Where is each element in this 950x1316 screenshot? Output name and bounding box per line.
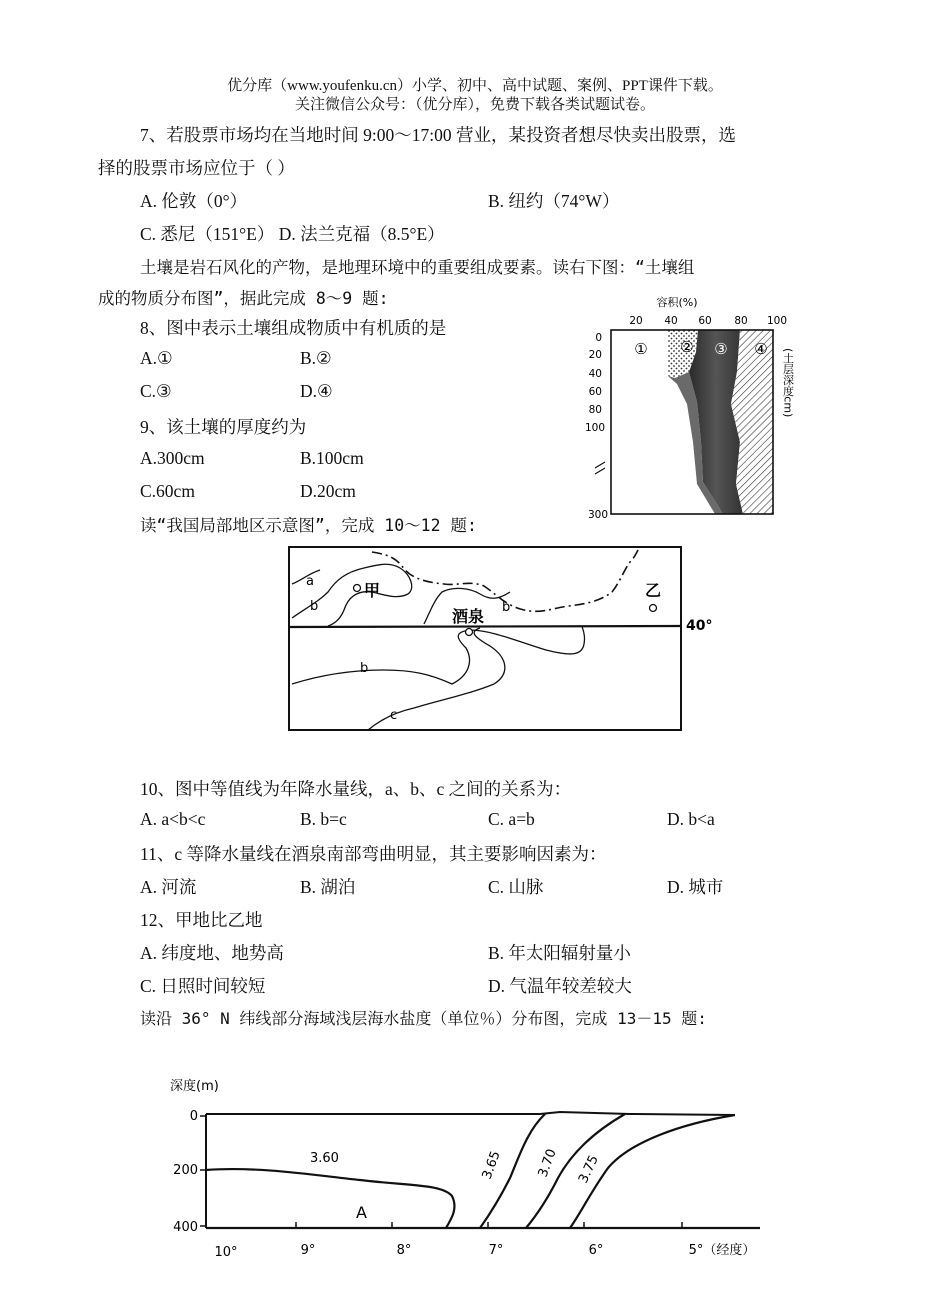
salinity-intro: 读沿 36° N 纬线部分海域浅层海水盐度（单位％）分布图，完成 13－15 题:	[140, 1009, 707, 1028]
soil-intro-line-2: 成的物质分布图”，据此完成 8～9 题:	[98, 289, 389, 308]
latitude-40-line	[289, 626, 681, 627]
salinity-ytick-200: 200	[173, 1163, 198, 1178]
isoline-c-label: c	[390, 708, 398, 723]
q10-option-c: C. a=b	[488, 809, 535, 829]
q11-stem: 11、c 等降水量线在酒泉南部弯曲明显，其主要影响因素为：	[140, 844, 607, 864]
q7-stem-line-1: 7、若股票市场均在当地时间 9:00～17:00 营业，某投资者想尽快卖出股票，选	[140, 125, 736, 145]
salinity-ylabel: 深度(m)	[170, 1079, 219, 1094]
isoline-3.65-label: 3.65	[479, 1149, 504, 1182]
q10-option-a: A. a<b<c	[140, 809, 206, 829]
isoline-3.70-label: 3.70	[535, 1147, 560, 1180]
soil-title: 容积(%)	[656, 296, 698, 309]
soil-xtick-40: 40	[664, 315, 678, 327]
map-intro: 读“我国局部地区示意图”，完成 10～12 题:	[140, 516, 477, 535]
soil-xtick-100: 100	[766, 315, 788, 327]
soil-ytick-20: 20	[588, 349, 602, 361]
soil-axis-break-2	[595, 468, 605, 474]
q10-option-b: B. b=c	[300, 809, 347, 829]
soil-ytick-40: 40	[588, 368, 602, 380]
q11-option-a: A. 河流	[140, 877, 197, 897]
header-line-1: 优分库（www.youfenku.cn）小学、初中、高中试题、案例、PPT课件下载。	[227, 78, 723, 94]
q11-option-b: B. 湖泊	[300, 877, 356, 897]
q9-option-d: D.20cm	[300, 481, 356, 501]
q9-option-c: C.60cm	[140, 481, 195, 501]
q10-stem: 10、图中等值线为年降水量线，a、b、c 之间的关系为：	[140, 779, 572, 799]
q9-option-b: B.100cm	[300, 448, 364, 468]
isoline-a-label: a	[306, 574, 314, 589]
salinity-ytick-400: 400	[173, 1220, 198, 1235]
latitude-label: 40°	[686, 618, 713, 634]
place-yi-label: 乙	[645, 581, 662, 600]
q12-option-b: B. 年太阳辐射量小	[488, 943, 631, 963]
q11-option-c: C. 山脉	[488, 877, 544, 897]
isoline-3.75-label: 3.75	[576, 1153, 602, 1186]
sea-surface-line	[206, 1112, 735, 1115]
q12-option-d: D. 气温年较差较大	[488, 976, 632, 996]
soil-zone-label-2: ②	[680, 338, 694, 356]
isoline-b-south	[292, 626, 585, 684]
place-jia-label: 甲	[364, 581, 381, 600]
soil-ytick-60: 60	[588, 386, 602, 398]
q11-option-d: D. 城市	[667, 877, 724, 897]
soil-xtick-80: 80	[734, 315, 748, 327]
place-jia-marker	[354, 585, 361, 592]
soil-ytick-80: 80	[588, 404, 602, 416]
q8-stem: 8、图中表示土壤组成物质中有机质的是	[140, 318, 447, 338]
soil-ytick-0: 0	[595, 332, 602, 344]
jiuquan-label: 酒泉	[452, 607, 485, 626]
q8-option-c: C.③	[140, 381, 172, 401]
q12-stem: 12、甲地比乙地	[140, 910, 263, 930]
q7-option-cd: C. 悉尼（151°E） D. 法兰克福（8.5°E）	[140, 224, 445, 244]
salinity-ytick-0: 0	[189, 1109, 198, 1124]
soil-xtick-20: 20	[629, 315, 643, 327]
soil-ytick-100: 100	[584, 422, 605, 434]
header-line-2: 关注微信公众号：（优分库），免费下载各类试题试卷。	[294, 97, 655, 113]
soil-xtick-60: 60	[698, 315, 712, 327]
q9-stem: 9、该土壤的厚度约为	[140, 417, 307, 437]
isoline-b-label-1: b	[310, 599, 319, 614]
q10-option-d: D. b<a	[667, 809, 715, 829]
soil-zone-label-1: ①	[634, 340, 648, 358]
salinity-figure	[160, 1068, 800, 1268]
soil-composition-figure	[575, 292, 805, 524]
q8-option-b: B.②	[300, 348, 332, 368]
q7-stem-line-2: 择的股票市场应位于（ ）	[98, 158, 295, 178]
salinity-xtick-9: 9°	[300, 1243, 316, 1258]
soil-axis-break-1	[595, 462, 605, 468]
place-yi-marker	[650, 605, 657, 612]
salinity-xtick-6: 6°	[588, 1243, 604, 1258]
soil-ytick-300: 300	[587, 509, 608, 521]
isoline-b-label-2: b	[502, 600, 511, 615]
q9-option-a: A.300cm	[140, 448, 205, 468]
q12-option-c: C. 日照时间较短	[140, 976, 266, 996]
soil-zone-label-4: ④	[754, 340, 768, 358]
q7-option-b: B. 纽约（74°W）	[488, 191, 620, 211]
region-map-figure	[284, 544, 724, 736]
salinity-xtick-5: 5°（经度）	[688, 1243, 756, 1258]
isoline-c	[368, 628, 505, 730]
q7-option-a: A. 伦敦（0°）	[140, 191, 248, 211]
q8-option-d: D.④	[300, 381, 333, 401]
soil-zone-label-3: ③	[714, 340, 728, 358]
isoline-b-label-3: b	[360, 661, 369, 676]
soil-depth-label: (土层深度cm)	[781, 348, 795, 418]
q12-option-a: A. 纬度地、地势高	[140, 943, 284, 963]
jiuquan-marker	[466, 629, 473, 636]
salinity-xtick-8: 8°	[396, 1243, 412, 1258]
salinity-xtick-7: 7°	[488, 1243, 504, 1258]
isoline-3.60	[206, 1169, 454, 1228]
point-a-label: A	[356, 1203, 367, 1222]
isoline-3.60-label: 3.60	[310, 1151, 339, 1166]
soil-intro-line-1: 土壤是岩石风化的产物，是地理环境中的重要组成要素。读右下图：“土壤组	[140, 258, 695, 277]
q8-option-a: A.①	[140, 348, 173, 368]
salinity-xtick-10: 10°	[214, 1245, 238, 1260]
